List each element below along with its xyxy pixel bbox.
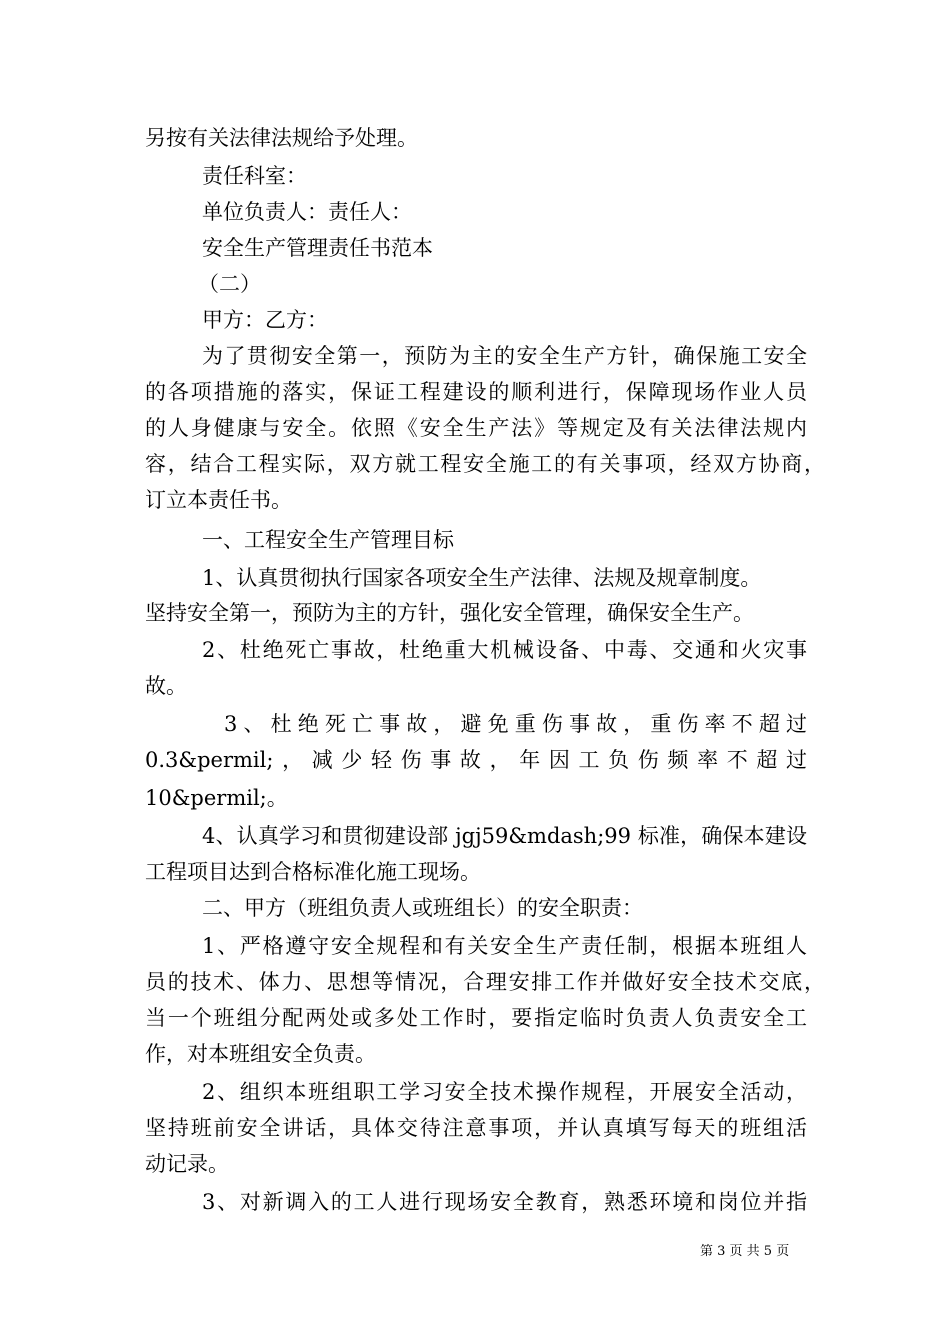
text-line: 1、认真贯彻执行国家各项安全生产法律、法规及规章制度。 [202,566,762,590]
text-line: 为了贯彻安全第一，预防为主的安全生产方针，确保施工安全 [202,344,807,368]
text-line: 坚持班前安全讲话，具体交待注意事项，并认真填写每天的班组活 [145,1116,807,1140]
text-line: 一、工程安全生产管理目标 [202,528,454,552]
page-indicator: 第 3 页 共 5 页 [700,1244,790,1259]
text-line: 2、组织本班组职工学习安全技术操作规程，开展安全活动， [202,1080,807,1104]
text-line: 0.3&permil;，减少轻伤事故，年因工负伤频率不超过 [145,748,807,772]
text-line: 动记录。 [145,1152,229,1176]
text-line: 2、杜绝死亡事故，杜绝重大机械设备、中毒、交通和火灾事 [202,638,807,662]
text-line: 责任科室： [202,164,307,188]
text-line: 3、对新调入的工人进行现场安全教育，熟悉环境和岗位并指 [202,1190,807,1214]
text-line: 二、甲方（班组负责人或班组长）的安全职责： [202,896,643,920]
text-line: 作，对本班组安全负责。 [145,1042,376,1066]
text-line: 员的技术、体力、思想等情况，合理安排工作并做好安全技术交底， [145,970,825,994]
text-line: 当一个班组分配两处或多处工作时，要指定临时负责人负责安全工 [145,1006,807,1030]
text-line: 单位负责人：责任人： [202,200,412,224]
text-line: （二） [198,272,261,296]
text-line: 的各项措施的落实，保证工程建设的顺利进行，保障现场作业人员 [145,380,807,404]
text-line: 的人身健康与安全。依照《安全生产法》等规定及有关法律法规内 [145,416,807,440]
text-line: 故。 [145,674,187,698]
text-line: 甲方：乙方： [202,308,328,332]
text-line: 4、认真学习和贯彻建设部 jgj59&mdash;99 标准，确保本建设 [202,824,807,848]
text-line: 另按有关法律法规给予处理。 [145,126,418,150]
text-line: 安全生产管理责任书范本 [202,236,433,260]
text-line: 容，结合工程实际，双方就工程安全施工的有关事项，经双方协商， [145,452,825,476]
text-line: 1、严格遵守安全规程和有关安全生产责任制，根据本班组人 [202,934,807,958]
text-line: 坚持安全第一，预防为主的方针，强化安全管理，确保安全生产。 [145,601,754,625]
text-line: 工程项目达到合格标准化施工现场。 [145,860,481,884]
text-line: 3、杜绝死亡事故，避免重伤事故，重伤率不超过 [224,712,807,736]
text-line: 订立本责任书。 [145,488,292,512]
text-line: 10&permil;。 [145,786,288,810]
